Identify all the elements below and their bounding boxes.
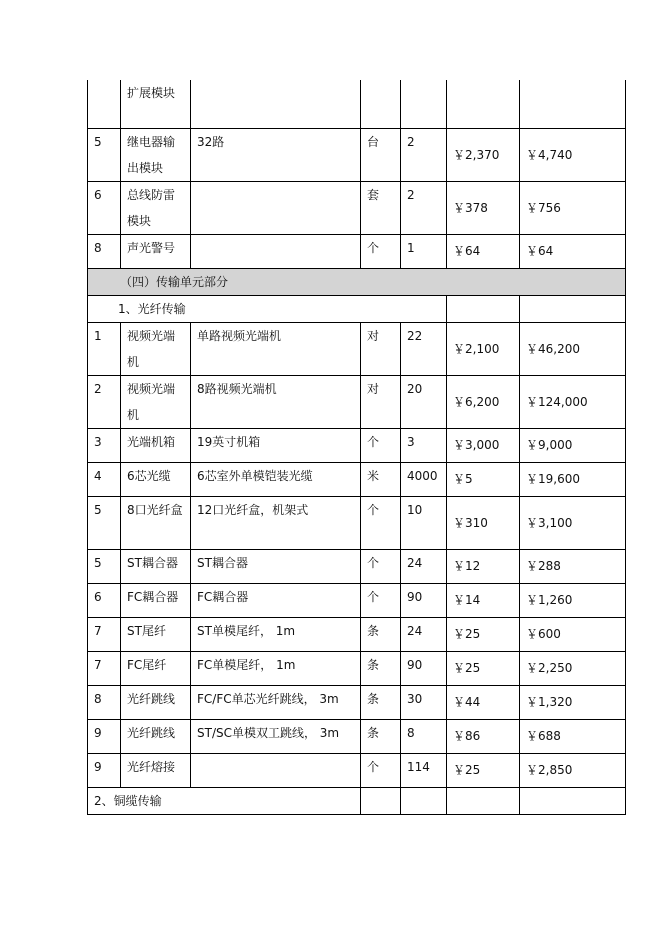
table-row bbox=[88, 549, 626, 583]
item-number: 5 bbox=[88, 128, 121, 181]
item-unit: 个 bbox=[361, 428, 401, 462]
item-total-price: ￥46,200 bbox=[520, 322, 626, 375]
item-spec: 8路视频光端机 bbox=[191, 375, 361, 428]
item-name: 光纤跳线 bbox=[121, 685, 191, 719]
table-row bbox=[88, 234, 626, 268]
item-quantity: 90 bbox=[401, 651, 447, 685]
subsection-heading-copper: 2、铜缆传输 bbox=[88, 787, 361, 814]
empty-cell bbox=[447, 787, 520, 814]
item-spec: FC/FC单芯光纤跳线， 3m bbox=[191, 685, 361, 719]
item-number: 2 bbox=[88, 375, 121, 428]
item-unit-price: ￥310 bbox=[447, 496, 520, 549]
item-name: 光纤跳线 bbox=[121, 719, 191, 753]
item-total-price: ￥64 bbox=[520, 234, 626, 268]
item-spec bbox=[191, 181, 361, 234]
table-row bbox=[88, 617, 626, 651]
item-total-price: ￥688 bbox=[520, 719, 626, 753]
table-row bbox=[88, 719, 626, 753]
empty-cell bbox=[447, 295, 520, 322]
equipment-quote-table bbox=[87, 80, 626, 815]
item-spec: 单路视频光端机 bbox=[191, 322, 361, 375]
item-spec: ST/SC单模双工跳线， 3m bbox=[191, 719, 361, 753]
item-number: 5 bbox=[88, 549, 121, 583]
item-quantity: 3 bbox=[401, 428, 447, 462]
table-row bbox=[88, 80, 626, 128]
item-unit: 个 bbox=[361, 549, 401, 583]
item-total-price: ￥2,250 bbox=[520, 651, 626, 685]
item-unit-price: ￥14 bbox=[447, 583, 520, 617]
table-row bbox=[88, 181, 626, 234]
item-spec: 19英寸机箱 bbox=[191, 428, 361, 462]
item-total-price: ￥1,320 bbox=[520, 685, 626, 719]
item-total-price: ￥288 bbox=[520, 549, 626, 583]
item-spec: 6芯室外单模铠装光缆 bbox=[191, 462, 361, 496]
item-total-price: ￥124,000 bbox=[520, 375, 626, 428]
item-unit-price: ￥25 bbox=[447, 753, 520, 787]
item-name: 声光警号 bbox=[121, 234, 191, 268]
item-total-price: ￥2,850 bbox=[520, 753, 626, 787]
item-name: 6芯光缆 bbox=[121, 462, 191, 496]
item-unit: 条 bbox=[361, 719, 401, 753]
item-number: 7 bbox=[88, 651, 121, 685]
table-row bbox=[88, 462, 626, 496]
item-name: FC尾纤 bbox=[121, 651, 191, 685]
item-number: 6 bbox=[88, 583, 121, 617]
item-name: 视频光端机 bbox=[121, 375, 191, 428]
item-quantity: 8 bbox=[401, 719, 447, 753]
item-unit-price: ￥44 bbox=[447, 685, 520, 719]
item-quantity: 20 bbox=[401, 375, 447, 428]
subsection-row-fiber bbox=[88, 295, 626, 322]
section-heading: （四）传输单元部分 bbox=[88, 268, 626, 295]
item-name: 8口光纤盒 bbox=[121, 496, 191, 549]
empty-cell bbox=[361, 787, 401, 814]
item-total-price: ￥1,260 bbox=[520, 583, 626, 617]
table-row bbox=[88, 685, 626, 719]
item-unit: 条 bbox=[361, 685, 401, 719]
item-number: 8 bbox=[88, 685, 121, 719]
item-name: 光纤熔接 bbox=[121, 753, 191, 787]
item-number: 9 bbox=[88, 719, 121, 753]
item-quantity: 2 bbox=[401, 181, 447, 234]
item-quantity: 2 bbox=[401, 128, 447, 181]
item-number: 5 bbox=[88, 496, 121, 549]
item-unit-price: ￥64 bbox=[447, 234, 520, 268]
empty-cell bbox=[520, 295, 626, 322]
item-number: 3 bbox=[88, 428, 121, 462]
item-number: 8 bbox=[88, 234, 121, 268]
item-name: 视频光端机 bbox=[121, 322, 191, 375]
table-row bbox=[88, 496, 626, 549]
item-unit: 米 bbox=[361, 462, 401, 496]
item-unit-price: ￥86 bbox=[447, 719, 520, 753]
item-unit-price: ￥2,100 bbox=[447, 322, 520, 375]
item-unit: 对 bbox=[361, 322, 401, 375]
item-unit-price: ￥3,000 bbox=[447, 428, 520, 462]
item-total-price: ￥9,000 bbox=[520, 428, 626, 462]
item-quantity: 4000 bbox=[401, 462, 447, 496]
item-unit: 条 bbox=[361, 651, 401, 685]
item-spec: 12口光纤盒，机架式 bbox=[191, 496, 361, 549]
empty-cell bbox=[401, 787, 447, 814]
item-unit: 个 bbox=[361, 753, 401, 787]
item-quantity: 114 bbox=[401, 753, 447, 787]
item-quantity: 24 bbox=[401, 617, 447, 651]
item-unit-price: ￥2,370 bbox=[447, 128, 520, 181]
table-row bbox=[88, 375, 626, 428]
item-total-price: ￥3,100 bbox=[520, 496, 626, 549]
item-name: ST尾纤 bbox=[121, 617, 191, 651]
item-unit: 对 bbox=[361, 375, 401, 428]
item-total-price bbox=[520, 80, 626, 128]
item-unit-price: ￥378 bbox=[447, 181, 520, 234]
section-heading-row bbox=[88, 268, 626, 295]
subsection-row-copper bbox=[88, 787, 626, 814]
item-unit: 个 bbox=[361, 496, 401, 549]
item-unit: 个 bbox=[361, 583, 401, 617]
item-unit-price: ￥12 bbox=[447, 549, 520, 583]
item-unit-price: ￥6,200 bbox=[447, 375, 520, 428]
item-unit: 个 bbox=[361, 234, 401, 268]
item-total-price: ￥4,740 bbox=[520, 128, 626, 181]
item-number: 9 bbox=[88, 753, 121, 787]
item-number: 4 bbox=[88, 462, 121, 496]
item-quantity: 90 bbox=[401, 583, 447, 617]
item-spec: FC耦合器 bbox=[191, 583, 361, 617]
item-unit: 条 bbox=[361, 617, 401, 651]
item-total-price: ￥600 bbox=[520, 617, 626, 651]
item-quantity: 1 bbox=[401, 234, 447, 268]
item-total-price: ￥756 bbox=[520, 181, 626, 234]
item-unit-price: ￥25 bbox=[447, 617, 520, 651]
item-quantity: 22 bbox=[401, 322, 447, 375]
item-spec: ST耦合器 bbox=[191, 549, 361, 583]
item-number bbox=[88, 80, 121, 128]
item-unit: 台 bbox=[361, 128, 401, 181]
item-quantity: 24 bbox=[401, 549, 447, 583]
item-spec bbox=[191, 234, 361, 268]
item-number: 6 bbox=[88, 181, 121, 234]
table-row bbox=[88, 583, 626, 617]
item-total-price: ￥19,600 bbox=[520, 462, 626, 496]
item-name: 总线防雷模块 bbox=[121, 181, 191, 234]
item-spec bbox=[191, 80, 361, 128]
item-unit-price: ￥5 bbox=[447, 462, 520, 496]
item-name: 扩展模块 bbox=[121, 80, 191, 128]
table-row bbox=[88, 322, 626, 375]
item-spec: FC单模尾纤， 1m bbox=[191, 651, 361, 685]
subsection-heading-fiber: 1、光纤传输 bbox=[88, 295, 447, 322]
item-unit: 套 bbox=[361, 181, 401, 234]
item-quantity bbox=[401, 80, 447, 128]
item-spec bbox=[191, 753, 361, 787]
item-name: 继电器输出模块 bbox=[121, 128, 191, 181]
item-quantity: 10 bbox=[401, 496, 447, 549]
fiber-rows bbox=[88, 322, 626, 787]
table-row bbox=[88, 651, 626, 685]
item-unit-price bbox=[447, 80, 520, 128]
item-spec: 32路 bbox=[191, 128, 361, 181]
item-spec: ST单模尾纤， 1m bbox=[191, 617, 361, 651]
equipment-quote-table-page bbox=[87, 80, 625, 815]
item-number: 7 bbox=[88, 617, 121, 651]
item-unit bbox=[361, 80, 401, 128]
item-name: 光端机箱 bbox=[121, 428, 191, 462]
table-row bbox=[88, 128, 626, 181]
item-name: FC耦合器 bbox=[121, 583, 191, 617]
item-quantity: 30 bbox=[401, 685, 447, 719]
table-row bbox=[88, 428, 626, 462]
item-unit-price: ￥25 bbox=[447, 651, 520, 685]
item-number: 1 bbox=[88, 322, 121, 375]
empty-cell bbox=[520, 787, 626, 814]
table-row bbox=[88, 753, 626, 787]
item-name: ST耦合器 bbox=[121, 549, 191, 583]
